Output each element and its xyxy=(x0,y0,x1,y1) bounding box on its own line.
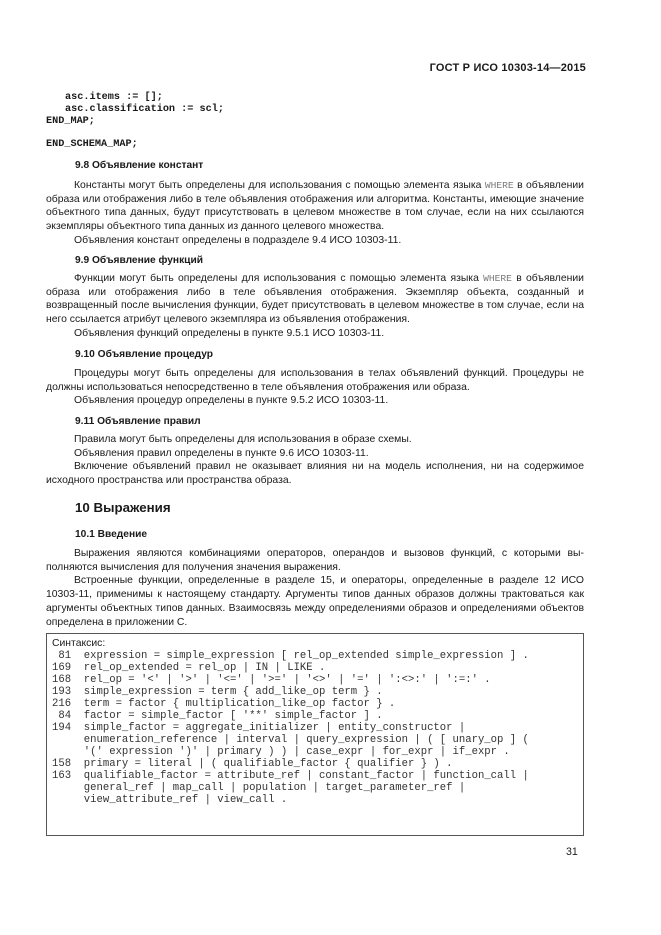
syntax-title: Синтаксис: xyxy=(52,638,106,649)
syntax-line: enumeration_reference | interval | query_expression | ( [ unary_op ] ( xyxy=(52,734,529,746)
section-title: 9.9 Объявление функций xyxy=(75,255,203,266)
syntax-line: '(' expression ')' | primary ) ) | case_expr | for_expr | if_expr . xyxy=(52,746,510,758)
section-body xyxy=(46,367,584,408)
syntax-line: 169 rel_op_extended = rel_op | IN | LIKE . xyxy=(52,662,326,674)
syntax-line: 193 simple_expression = term { add_like_op term } . xyxy=(52,686,383,698)
section-title: 9.8 Объявление констант xyxy=(75,160,204,171)
section-body xyxy=(46,272,584,341)
paragraph: Функции могут быть определены для использования с помощью элемента языка WHERE в объявлении образа или отображения либо в теле объявления отображения. Экземпляр объекта, созданный и возвращенный после вычисления функции, будет присутствовать в целевом множестве в том случае, если на него ссылается атрибут целевого экземпляра из объявления отображения. xyxy=(46,273,584,326)
keyword: WHERE xyxy=(483,273,512,284)
paragraph: Объявления процедур определены в пункте 9.5.2 ИСО 10303-11. xyxy=(74,395,389,407)
keyword: WHERE xyxy=(484,180,514,191)
section-body xyxy=(46,179,584,248)
paragraph: Включение объявлений правил не оказывает влияния ни на модель исполнения, ни на содержимое исходного пространства или пространства образа. xyxy=(46,461,584,487)
code-line: END_MAP; xyxy=(46,116,95,127)
section-title: 9.10 Объявление процедур xyxy=(75,349,214,360)
syntax-line: 84 factor = simple_factor [ '**' simple_factor ] . xyxy=(52,710,383,722)
syntax-line: view_attribute_ref | view_call . xyxy=(52,794,288,806)
chapter-title: 10 Выражения xyxy=(75,500,171,515)
syntax-line: 168 rel_op = '<' | '>' | '<=' | '>=' | '<>' | '=' | ':<>:' | ':=:' . xyxy=(52,674,491,686)
syntax-line: 163 qualifiable_factor = attribute_ref | constant_factor | function_call | xyxy=(52,770,529,782)
paragraph: Объявления правил определены в пункте 9.6 ИСО 10303-11. xyxy=(74,447,369,459)
page-number: 31 xyxy=(566,846,578,858)
section-title: 9.11 Объявление правил xyxy=(75,416,201,427)
syntax-line: 194 simple_factor = aggregate_initializer | entity_constructor | xyxy=(52,722,466,734)
paragraph: Константы могут быть определены для использования с помощью элемента языка WHERE в объявлении образа или отображения либо в теле объявления отображения или алгоритма. Константы, имеющие значение объектного типа данных, будут присутствовать в целевом множестве в том случае, если на них ссылаются экземпляры объектного типа данных из данного целевого множества. xyxy=(46,180,584,233)
paragraph: Правила могут быть определены для использования в образе схемы. xyxy=(74,434,412,445)
syntax-line: 216 term = factor { multiplication_like_op factor } . xyxy=(52,698,396,710)
paragraph: Встроенные функции, определенные в разделе 15, и операторы, определенные в разделе 12 ИСО 10303-11, применимы к настоящему стандарту. Аргументы типов данных образов должны трактоваться как аргументы объектных типов данных. Взаимосвязь между определениями образов и определениями объектов определена в приложении С. xyxy=(46,575,584,628)
paragraph: Выражения являются комбинациями операторов, операндов и вызовов функций, с которыми выполняются вычисления для получения значения выражения. xyxy=(46,548,584,573)
syntax-line: 81 expression = simple_expression [ rel_op_extended simple_expression ] . xyxy=(52,650,529,662)
paragraph: Объявления констант определены в подразделе 9.4 ИСО 10303-11. xyxy=(74,234,402,246)
section-body xyxy=(46,433,584,488)
syntax-line: 158 primary = literal | ( qualifiable_factor { qualifier } ) . xyxy=(52,758,453,770)
code-line: asc.classification := scl; xyxy=(65,104,224,115)
syntax-line: general_ref | map_call | population | target_parameter_ref | xyxy=(52,782,466,794)
section-title: 10.1 Введение xyxy=(75,529,148,540)
code-line: END_SCHEMA_MAP; xyxy=(46,139,138,150)
paragraph: Процедуры могут быть определены для использования в телах объявлений функций. Процедуры не должны использоваться непосредственно в теле объявления отображения или образа. xyxy=(46,368,584,393)
paragraph: Объявления функций определены в пункте 9.5.1 ИСО 10303-11. xyxy=(74,327,385,339)
standard-header: ГОСТ Р ИСО 10303-14—2015 xyxy=(429,62,586,74)
code-line: asc.items := []; xyxy=(65,92,163,103)
section-body xyxy=(46,547,584,629)
